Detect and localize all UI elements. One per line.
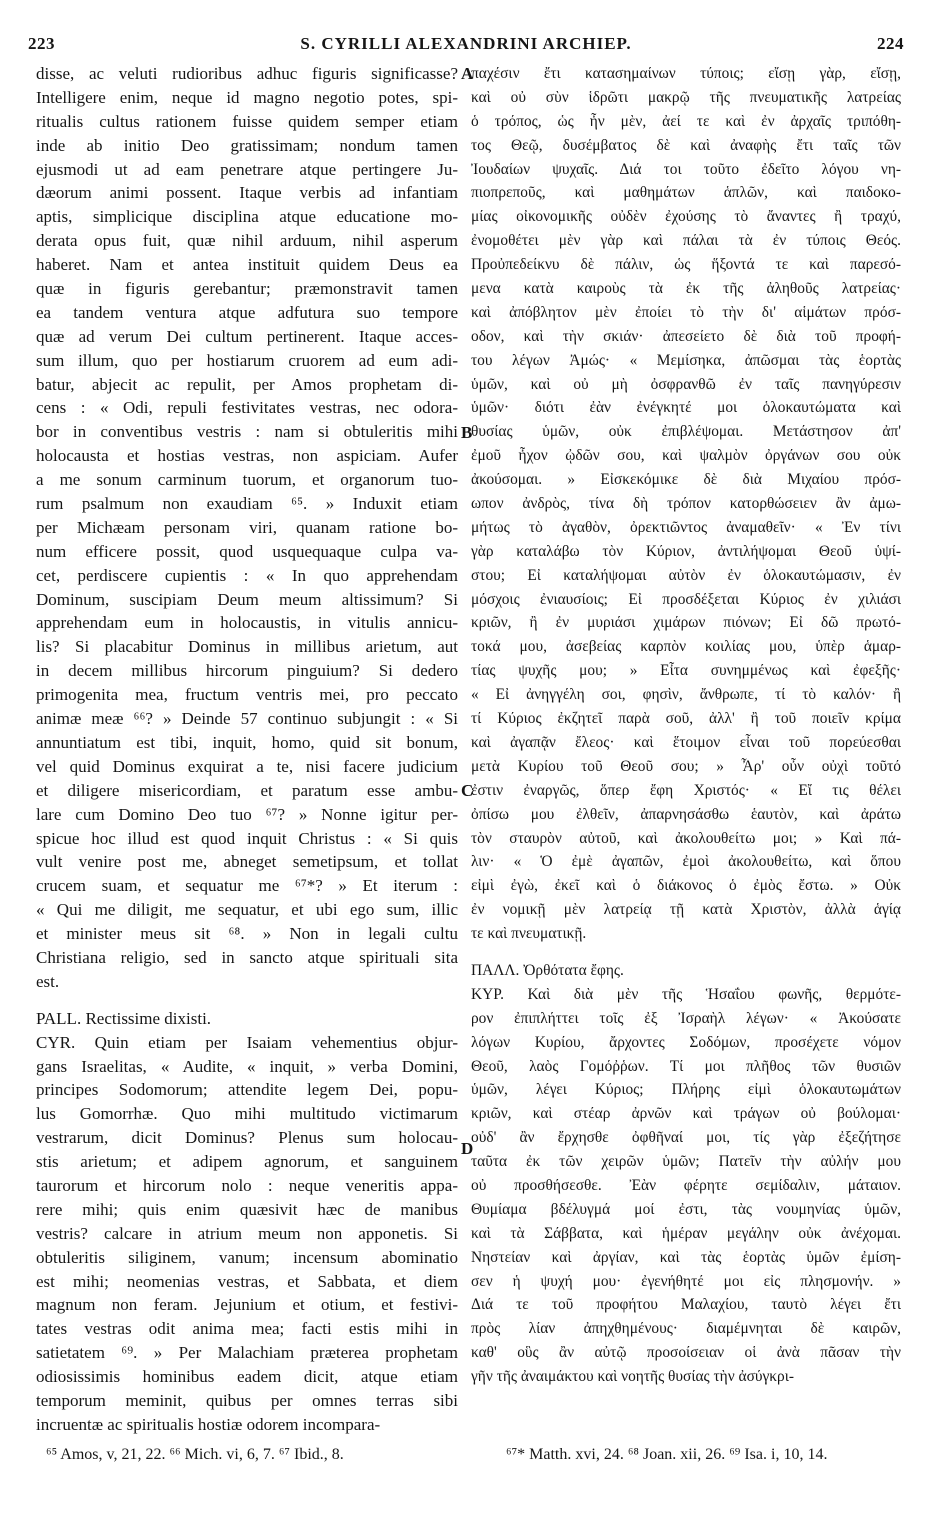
text-line: gans Israelitas, « Audite, « inquit, » verba Domini, [36, 1056, 458, 1076]
section-marker-d: D [461, 1139, 474, 1158]
text-line: vestrarum, dicit Dominus? Plenus sum holocau- [36, 1128, 458, 1148]
text-line: κριῶν, ἢ ἐν μυριάσι χιμάρων πιόνων; Εἰ δῶ πρωτό- [471, 614, 901, 632]
text-line: haberet. Nam et antea instituit quidem Deus ea [36, 255, 458, 275]
text-line: inde ab initio Deo gratissimam; nondum tamen [36, 135, 458, 155]
text-line: οὐ προσθήσεσθε. Ἐὰν φέρητε σεμίδαλιν, μάταιον. [471, 1176, 901, 1194]
latin-paragraph-3 [36, 1031, 458, 1437]
section-marker-c: C [461, 781, 474, 800]
text-line: ἐστιν ἐναργῶς, ὅπερ ἔφη Χριστός· « Εἴ τις θέλει [471, 781, 901, 799]
text-line: rum psalmum non exaudiam ⁶⁵. » Induxit etiam [36, 494, 458, 514]
page-header [28, 34, 904, 58]
text-line: crucem suam, et sequatur me ⁶⁷*? » Et iterum : [36, 876, 458, 896]
text-line: ἐνομοθέτει μὲν γὰρ καὶ πάλαι τὰ ἐν τύποις Θεός. [471, 232, 901, 250]
text-line: πιοπρεποῦς, καὶ μαθημάτων ἁπλῶν, καὶ παιδοκο- [471, 184, 901, 202]
text-line: τοκά μου, ἀσεβείας καρπὸν κοιλίας μου, ὑπὲρ ἁμαρ- [471, 638, 901, 656]
text-line: odiosissimis hominibus eadem dicit, atque etiam [36, 1367, 458, 1387]
text-line: a me sonum carminum tuorum, et organorum tuo- [36, 470, 458, 490]
text-line: μετὰ Κυρίου τοῦ Θεοῦ σου; » Ἆρ' οὖν οὐχὶ τοῦτό [471, 757, 901, 775]
latin-paragraph-2 [36, 1007, 458, 1031]
greek-paragraph-3 [471, 983, 901, 1389]
text-line: καὶ τὰ Σάββατα, καὶ ἡμέραν μεγάλην οὐκ ἀνέχομαι. [471, 1224, 901, 1242]
text-line: ὑμῶν, λέγει Κύριος; Πλήρης εἰμὶ ὁλοκαυτωμάτων [471, 1081, 901, 1099]
greek-column [471, 62, 901, 1389]
text-line: Christiana religio, sed in sancto atque spirituali sita [36, 947, 458, 967]
text-line: τος Θεῷ, δυσέμβατος δὲ καὶ ἀναφὴς ἔτι ταῖς τῶν [471, 136, 901, 154]
text-line: Διά τε τοῦ προφήτου Μαλαχίου, ταυτὸ λέγει ἔτι [471, 1296, 901, 1314]
section-marker-b: B [461, 423, 473, 442]
text-line: dæorum animi possent. Itaque verbis ad infantiam [36, 183, 458, 203]
footnotes [46, 1446, 904, 1468]
text-line: ὀπίσω μου ἐλθεῖν, ἀπαρνησάσθω ἑαυτὸν, καὶ ἀράτω [471, 805, 901, 823]
text-line: γὰρ καταλάβω τὸν Κύριον, ἀντιλήψομαι Θεοῦ ὑψί- [471, 542, 901, 560]
text-line: quæ ad verum Dei cultum pertinerent. Itaque acces- [36, 326, 458, 346]
text-line: λόγων Κυρίου, ἄρχοντες Σοδόμων, προσέχετε νόμον [471, 1033, 901, 1051]
text-line: cet, perdiscere cupientis : « In quo apprehendam [36, 565, 458, 585]
text-line: et minister meus sit ⁶⁸. » Non in legali cultu [36, 924, 458, 944]
text-line: animæ meæ ⁶⁶? » Deinde 57 continuo subjungit : « Si [36, 709, 458, 729]
text-line: est. [36, 971, 60, 991]
text-line: primogenita mea, fructum ventris mei, pro peccato [36, 685, 458, 705]
text-line: magnum non feram. Jejunium et otium, et festivi- [36, 1295, 458, 1315]
text-line: ἐμοῦ ἦχον ᾠδῶν σου, καὶ ψαλμὸν ὀργάνων σου οὐκ [471, 447, 901, 465]
text-line: Θυμίαμα βδέλυγμά μοί ἐστι, τὰς νουμηνίας ὑμῶν, [471, 1200, 901, 1218]
text-line: ἐν νομικῇ μὲν λατρείᾳ τῇ κατὰ Χριστὸν, ἀλλὰ ἁγίᾳ [471, 901, 901, 919]
text-line: quæ in figuris gerebantur; præmonstravit tamen [36, 279, 458, 299]
text-line: του λέγων Ἀμώς· « Μεμίσηκα, ἀπῶσμαι τὰς ἑορτὰς [471, 351, 901, 369]
text-line: γῆν τῆς ἀναιμάκτου καὶ νοητῆς θυσίας τὴν ἀσύγκρι- [471, 1368, 794, 1386]
text-line: spicue hoc illud est quod inquit Christus : « Si quis [36, 828, 458, 848]
text-line: Dominum, suscipiam Deum meum altissimum? Si [36, 589, 458, 609]
text-line: μίας οἰκονομικῆς οὐδὲν ἐχούσης τὸ ἄναντες ἢ τραχύ, [471, 208, 901, 226]
text-line: ὑμῶν, καὶ οὐ μὴ ὀσφρανθῶ ἐν ταῖς πανηγύρεσιν [471, 375, 901, 393]
text-line: πρὸς λίαν ἀπηχθημένους· διαμέμνηται δὲ καιρῶν, [471, 1320, 901, 1338]
text-line: est mihi; neomenias vestras, et Sabbata, et diem [36, 1271, 458, 1291]
text-line: holocausta et hostias vestras, non aspiciam. Aufer [36, 446, 458, 466]
text-line: θυσίας ὑμῶν, οὐκ ἐπιβλέψομαι. Μετάστησον ἀπ' [471, 423, 901, 441]
text-line: vult venire post me, abneget semetipsum, et tollat [36, 852, 458, 872]
text-line: aptis, simplicique disciplina atque educatione mo- [36, 207, 458, 227]
text-line: apprehendam eum in holocaustis, in vitulis annicu- [36, 613, 458, 633]
text-line: στου; Εἰ καταλήψομαι αὐτὸν ἐν ὁλοκαυτώμασιν, ἐν [471, 566, 901, 584]
text-line: καθ' οὓς ἂν αὐτῷ προσοίσειαν οἱ ἀνὰ πᾶσαν τὴν [471, 1344, 901, 1362]
text-line: sum illum, quo per hostiarum cruorem ad eum adi- [36, 350, 458, 370]
text-line: ωπον ἀνδρὸς, τίνα δὴ τρόπον κατορθώσειεν ἂν ἀμω- [471, 495, 901, 513]
text-line: et diligere misericordiam, et paratum esse ambu- [36, 780, 458, 800]
text-line: οὐδ' ἂν ἔρχησθε ὀφθῆναί μοι, τίς γὰρ ἐξεζήτησε [471, 1129, 901, 1147]
text-line: cens : « Odi, repuli festivitates vestras, nec odora- [36, 398, 458, 418]
section-marker-a: A [461, 64, 474, 83]
text-line: καὶ οὐ σὺν ἱδρῶτι μακρῷ τῆς πνευματικῆς λατρείας [471, 88, 901, 106]
text-line: τὸν σταυρὸν αὐτοῦ, καὶ ἀκολουθείτω μοι; » Καὶ πά- [471, 829, 901, 847]
text-line: παχέσιν ἔτι κατασημαίνων τύποις; εἴσῃ γὰρ, εἴσῃ, [471, 65, 901, 82]
greek-paragraph-1 [471, 62, 901, 946]
text-line: Νηστείαν καὶ ἀργίαν, καὶ τὰς ἑορτὰς ὑμῶν ἐμίση- [471, 1248, 901, 1266]
text-line: num efficere possit, quod usquequaque culpa va- [36, 541, 458, 561]
text-line: stis arietum; et adipem agnorum, et sanguinem [36, 1152, 458, 1172]
text-line: lare cum Domino Deo tuo ⁶⁷? » Nonne igitur per- [36, 804, 458, 824]
text-line: per Michæam personam viri, quanam ratione bo- [36, 517, 458, 537]
text-line: Ἰουδαίων ψυχαῖς. Διά τοι τοῦτο ἐδεῖτο λόγου νη- [471, 160, 901, 178]
greek-paragraph-2 [471, 959, 901, 983]
text-line: temporum meminit, quibus per omnes terras sibi [36, 1390, 458, 1410]
text-line: ΠΑΛΛ. Ὀρθότατα ἔφης. [471, 961, 624, 979]
text-line: ejusmodi ut ad eam penetrare atque pertingere Ju- [36, 159, 458, 179]
text-line: tates vestras odit anima mea; facti estis mihi in [36, 1319, 458, 1339]
text-line: μόσχοις ἐνιαυσίοις; Εἰ προσδέξεται Κύριος ἐν χιλιάσι [471, 590, 901, 608]
text-line: καὶ ἀγαπᾷν ἔλεος· καὶ ἕτοιμον εἶναι τοῦ πορεύεσθαι [471, 733, 901, 751]
text-line: vestris? calcare in atrium meum non apponetis. Si [36, 1223, 458, 1243]
text-line: disse, ac veluti rudioribus adhuc figuris significasse? [36, 64, 458, 83]
text-line: satietatem ⁶⁹. » Per Malachiam præterea prophetam [36, 1343, 458, 1363]
text-line: principes Sodomorum; attendite legem Dei, popu- [36, 1080, 458, 1100]
latin-paragraph-1 [36, 62, 458, 994]
latin-column [36, 62, 458, 1437]
text-line: incruentæ ac spiritualis hostiæ odorem incompara- [36, 1414, 381, 1434]
text-line: ρον ἐπιπλήττει τοῖς ἐξ Ἰσραὴλ λέγων· « Ἀκούσατε [471, 1009, 901, 1027]
text-line: ea tandem ventura atque adfutura suo tempore [36, 302, 458, 322]
text-line: Προὐπεδείκνυ δὲ πάλιν, ὡς ἥξοντά τε καὶ παρεσό- [471, 256, 901, 274]
text-line: οδον, καὶ τὴν σκιάν· ἀπεσείετο δὲ διὰ τοῦ προφή- [471, 327, 901, 345]
text-line: τίας ψυχῆς μου; » Εἶτα συνημμένως καὶ ἐφεξῆς· [471, 662, 901, 680]
footnotes-left: ⁶⁵ Amos, v, 21, 22. ⁶⁶ Mich. vi, 6, 7. ⁶⁷ Ibid., 8. [46, 1446, 344, 1463]
text-line: rere mihi; quis enim quæsivit hæc de manibus [36, 1199, 458, 1219]
text-line: εἰμὶ ἐγὼ, ἐκεῖ καὶ ὁ διάκονος ὁ ἐμὸς ἔστω. » Οὐκ [471, 877, 901, 895]
text-line: taurorum et hircorum nolo : neque veneritis appa- [36, 1175, 458, 1195]
text-line: ὑμῶν· διότι ἐὰν ἐνέγκητέ μοι ὁλοκαυτώματα καὶ [471, 399, 901, 417]
text-line: σεν ἡ ψυχή μου· ἐγενήθητέ μοι εἰς πλησμονήν. » [471, 1272, 901, 1290]
text-line: « Εἰ ἀνηγγέλη σοι, φησὶν, ἄνθρωπε, τί τὸ καλόν· ἢ [471, 686, 901, 704]
text-line: ὁ τρόπος, ὡς ἦν μὲν, ἀεί τε καὶ ἐν ἀρχαῖς τριπόθη- [471, 112, 901, 130]
text-line: batur, abjecit ac repulit, per Amos prophetam di- [36, 374, 458, 394]
text-line: vel quid Dominus exquirat a te, nisi facere judicium [36, 756, 458, 776]
text-line: PALL. Rectissime dixisti. [36, 1008, 212, 1028]
text-line: Intelligere enim, neque id magno negotio potes, spi- [36, 87, 458, 107]
page-number-right: 224 [877, 34, 904, 53]
text-line: κριῶν, καὶ στέαρ ἀρνῶν καὶ τράγων οὐ βούλομαι· [471, 1105, 901, 1123]
text-line: CYR. Quin etiam per Isaiam vehementius objur- [36, 1032, 458, 1052]
text-line: lis? Si placabitur Dominus in millibus arietum, aut [36, 637, 458, 657]
page-number-left: 223 [28, 34, 55, 53]
text-line: Θεοῦ, λαὸς Γομόῤῥων. Τί μοι πλῆθος τῶν θυσιῶν [471, 1057, 901, 1075]
text-line: « Qui me diligit, me sequatur, et ubi ego sum, illic [36, 900, 458, 920]
text-line: καὶ ἀπόβλητον μὲν ἐποίει τὸ τὴν δι' αἱμάτων πρόσ- [471, 303, 901, 321]
text-line: annuntiatum est tibi, inquit, homo, quid sit bonum, [36, 732, 458, 752]
footnotes-right: ⁶⁷* Matth. xvi, 24. ⁶⁸ Joan. xii, 26. ⁶⁹ Isa. i, 10, 14. [506, 1446, 828, 1463]
text-line: in decem millibus hircorum pinguium? Si dedero [36, 661, 458, 681]
running-title: S. CYRILLI ALEXANDRINI ARCHIEP. [300, 34, 632, 53]
text-line: ΚΥΡ. Καὶ διὰ μὲν τῆς Ἡσαΐου φωνῆς, θερμότε- [471, 985, 901, 1003]
text-line: obtuleritis siliginem, vanum; incensum abominatio [36, 1247, 458, 1267]
text-line: lus Gomorrhæ. Quo mihi multitudo victimarum [36, 1104, 458, 1124]
text-line: τί Κύριος ἐκζητεῖ παρὰ σοῦ, ἀλλ' ἢ τοῦ ποιεῖν κρίμα [471, 710, 901, 728]
text-line: ταῦτα ἐκ τῶν χειρῶν ὑμῶν; Πατεῖν τὴν αὐλήν μου [471, 1153, 901, 1171]
text-line: λιν· « Ὁ ἐμὲ ἀγαπῶν, ἐμοὶ ἀκολουθείτω, καὶ ὅπου [471, 853, 901, 871]
text-line: bor in conventibus vestris : nam si obtuleritis mihi [36, 422, 458, 442]
text-line: μήτως τὸ ἀγαθὸν, ὀρεκτιῶντος ἀναμαθεῖν· « Ἐν τίνι [471, 518, 901, 536]
text-line: μενα κατὰ καιροὺς τὰ ἐκ τῆς ἀληθοῦς λατρείας· [471, 280, 901, 298]
text-line: ritualis cultus rationem fuisse quidem semper etiam [36, 111, 458, 131]
text-line: ἀκούσομαι. » Εἰσκεκόμικε δὲ διὰ Μιχαίου πρόσ- [471, 471, 901, 489]
text-line: τε καὶ πνευματικῇ. [471, 925, 587, 943]
text-line: derata opus fuit, quæ nihil arduum, nihil asperum [36, 231, 458, 251]
